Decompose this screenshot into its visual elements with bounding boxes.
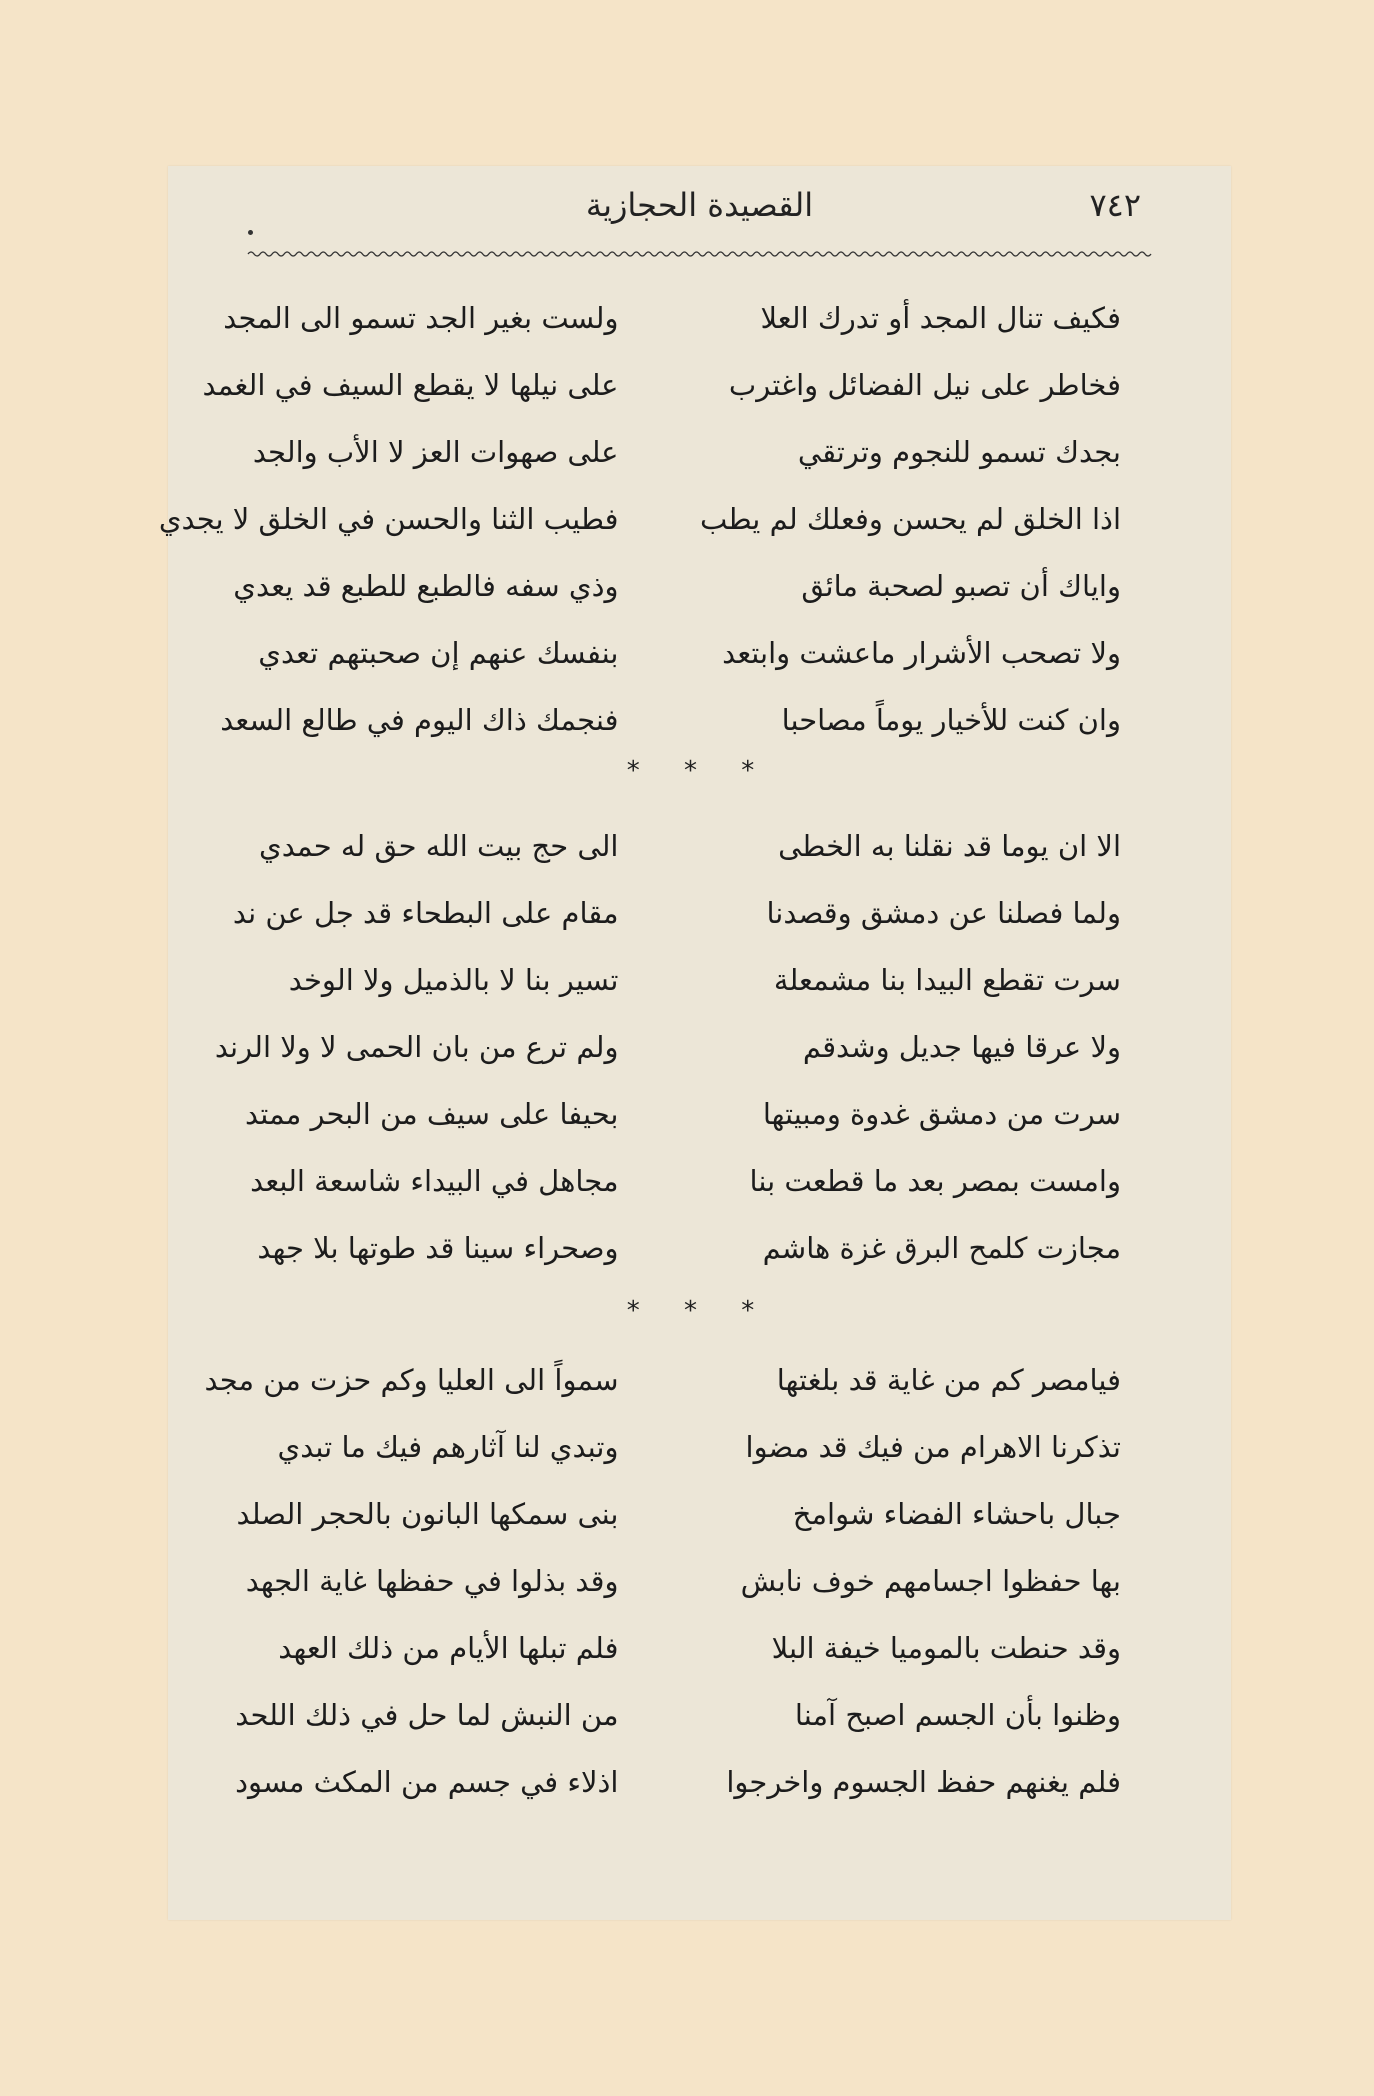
verse-second-hemistich: فطيب الثنا والحسن في الخلق لا يجدي	[158, 501, 619, 536]
verse-first-hemistich: بها حفظوا اجسامهم خوف نابش	[740, 1563, 1121, 1598]
verse-first-hemistich: وامست بمصر بعد ما قطعت بنا	[749, 1163, 1121, 1198]
verse-first-hemistich: ولما فصلنا عن دمشق وقصدنا	[766, 895, 1121, 930]
verse-second-hemistich: فنجمك ذاك اليوم في طالع السعد	[220, 702, 619, 737]
verse-line	[256, 1214, 1121, 1281]
verse-second-hemistich: مقام على البطحاء قد جل عن ند	[232, 895, 619, 930]
verse-first-hemistich: وظنوا بأن الجسم اصبح آمنا	[794, 1697, 1121, 1732]
verse-line	[223, 284, 1121, 351]
verse-line	[214, 1013, 1121, 1080]
verse-first-hemistich: سرت من دمشق غدوة ومبيتها	[762, 1096, 1121, 1131]
verse-second-hemistich: وتبدي لنا آثارهم فيك ما تبدي	[277, 1429, 619, 1464]
verse-first-hemistich: فكيف تنال المجد أو تدرك العلا	[760, 300, 1121, 335]
verse-line	[256, 946, 1121, 1013]
poem-section-2	[214, 812, 1121, 1281]
verse-second-hemistich: مجاهل في البيداء شاسعة البعد	[250, 1163, 619, 1198]
verse-line	[245, 1547, 1121, 1614]
book-page	[158, 166, 1231, 1920]
verse-line	[235, 1681, 1121, 1748]
verse-second-hemistich: سمواً الى العليا وكم حزت من مجد	[204, 1362, 619, 1397]
verse-second-hemistich: ولم ترع من بان الحمى لا ولا الرند	[214, 1029, 619, 1064]
verse-second-hemistich: فلم تبلها الأيام من ذلك العهد	[278, 1630, 619, 1665]
verse-second-hemistich: وذي سفه فالطبع للطبع قد يعدي	[233, 568, 619, 603]
verse-line	[233, 552, 1121, 619]
verse-line	[158, 485, 1121, 552]
section-separator: * * *	[626, 1296, 773, 1326]
verse-line	[244, 1080, 1121, 1147]
verse-line	[256, 812, 1121, 879]
poem-section-3	[204, 1346, 1121, 1815]
wavy-rule	[248, 250, 1151, 258]
verse-line	[235, 1748, 1121, 1815]
verse-line	[202, 351, 1121, 418]
verse-line	[236, 1480, 1121, 1547]
verse-first-hemistich: اذا الخلق لم يحسن وفعلك لم يطب	[700, 501, 1121, 536]
verse-first-hemistich: جبال باحشاء الفضاء شوامخ	[792, 1496, 1121, 1531]
verse-first-hemistich: بجدك تسمو للنجوم وترتقي	[797, 434, 1121, 469]
verse-second-hemistich: بحيفا على سيف من البحر ممتد	[244, 1096, 619, 1131]
verse-second-hemistich: ولست بغير الجد تسمو الى المجد	[223, 300, 619, 335]
page-header	[258, 186, 1141, 230]
verse-first-hemistich: وان كنت للأخيار يوماً مصاحبا	[781, 702, 1121, 737]
verse-second-hemistich: على نيلها لا يقطع السيف في الغمد	[202, 367, 619, 402]
verse-second-hemistich: من النبش لما حل في ذلك اللحد	[235, 1697, 619, 1732]
verse-second-hemistich: بنى سمكها البانون بالحجر الصلد	[236, 1496, 619, 1531]
verse-first-hemistich: تذكرنا الاهرام من فيك قد مضوا	[745, 1429, 1121, 1464]
verse-second-hemistich: الى حج بيت الله حق له حمدي	[259, 828, 619, 863]
section-separator: * * *	[626, 756, 773, 786]
verse-first-hemistich: واياك أن تصبو لصحبة مائق	[801, 568, 1121, 603]
verse-line	[232, 879, 1121, 946]
verse-first-hemistich: مجازت كلمح البرق غزة هاشم	[762, 1230, 1121, 1265]
verse-line	[252, 418, 1121, 485]
verse-first-hemistich: سرت تقطع البيدا بنا مشمعلة	[773, 962, 1121, 997]
running-title: القصيدة الحجازية	[585, 186, 814, 224]
verse-first-hemistich: الا ان يوما قد نقلنا به الخطى	[778, 828, 1121, 863]
poem-section-1	[158, 284, 1121, 753]
verse-line	[220, 686, 1121, 753]
verse-line	[256, 1413, 1121, 1480]
verse-second-hemistich: تسير بنا لا بالذميل ولا الوخد	[288, 962, 619, 997]
verse-line	[256, 1614, 1121, 1681]
verse-second-hemistich: بنفسك عنهم إن صحبتهم تعدي	[258, 635, 619, 670]
verse-line	[256, 619, 1121, 686]
verse-first-hemistich: ولا عرقا فيها جديل وشدقم	[802, 1029, 1121, 1064]
verse-first-hemistich: وقد حنطت بالموميا خيفة البلا	[771, 1630, 1121, 1665]
verse-second-hemistich: وصحراء سينا قد طوتها بلا جهد	[257, 1230, 619, 1265]
verse-line	[204, 1346, 1121, 1413]
verse-first-hemistich: فخاطر على نيل الفضائل واغترب	[728, 367, 1121, 402]
verse-first-hemistich: فيامصر كم من غاية قد بلغتها	[776, 1362, 1121, 1397]
verse-second-hemistich: على صهوات العز لا الأب والجد	[252, 434, 619, 469]
verse-second-hemistich: اذلاء في جسم من المكث مسود	[235, 1764, 619, 1799]
verse-first-hemistich: فلم يغنهم حفظ الجسوم واخرجوا	[726, 1764, 1121, 1799]
verse-second-hemistich: وقد بذلوا في حفظها غاية الجهد	[245, 1563, 619, 1598]
ink-dot	[248, 230, 253, 235]
verse-first-hemistich: ولا تصحب الأشرار ماعشت وابتعد	[722, 635, 1121, 670]
page-number: ٧٤٢	[1089, 186, 1141, 224]
verse-line	[250, 1147, 1121, 1214]
